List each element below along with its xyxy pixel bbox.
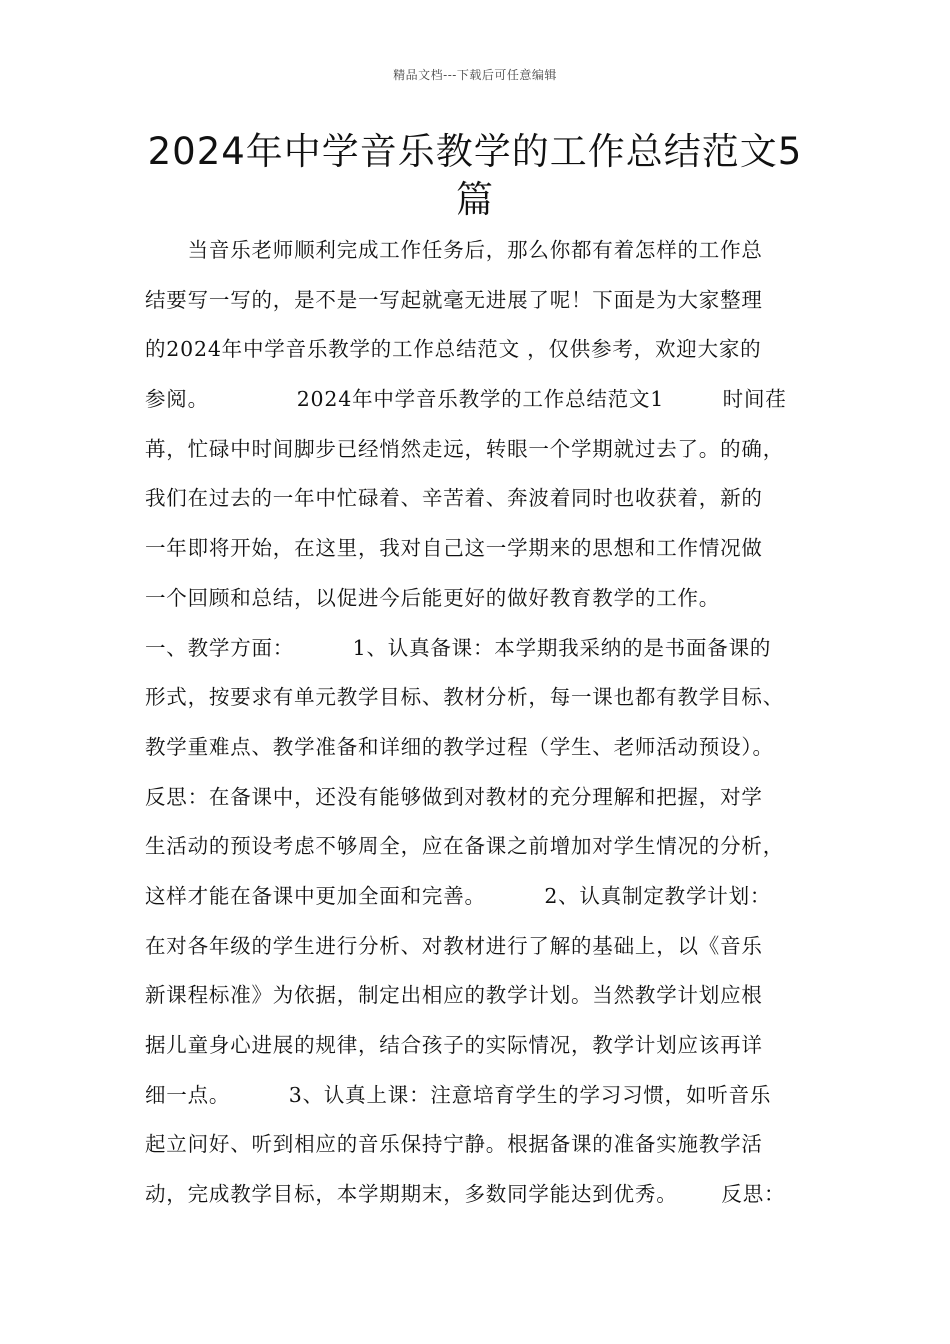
body-line: 苒，忙碌中时间脚步已经悄然走远，转眼一个学期就过去了。的确，: [145, 436, 784, 461]
body-line: 当音乐老师顺利完成工作任务后，那么你都有着怎样的工作总: [145, 238, 763, 262]
body-text: [145, 230, 825, 1224]
body-line: 新课程标准》为依据，制定出相应的教学计划。当然教学计划应根: [145, 983, 763, 1008]
body-line: 形式，按要求有单元教学目标、教材分析，每一课也都有教学目标、: [145, 685, 784, 710]
body-line: 的2024年中学音乐教学的工作总结范文 ，仅供参考，欢迎大家的: [145, 337, 762, 362]
body-line: 起立问好、听到相应的音乐保持宁静。根据备课的准备实施教学活: [145, 1132, 763, 1157]
body-line: 一、教学方面： 1、认真备课：本学期我采纳的是书面备课的: [145, 635, 772, 660]
body-line: 结要写一写的，是不是一写起就毫无进展了呢！下面是为大家整理: [145, 287, 763, 312]
body-line: 反思：在备课中，还没有能够做到对教材的充分理解和把握，对学: [145, 784, 763, 809]
body-line: 据儿童身心进展的规律，结合孩子的实际情况，教学计划应该再详: [145, 1033, 763, 1057]
body-line: 一个回顾和总结，以促进今后能更好的做好教育教学的工作。: [145, 585, 721, 610]
body-line: 一年即将开始，在这里，我对自己这一学期来的思想和工作情况做: [145, 536, 763, 561]
body-line: 生活动的预设考虑不够周全，应在备课之前增加对学生情况的分析，: [145, 834, 784, 859]
body-line: 我们在过去的一年中忙碌着、辛苦着、奔波着同时也收获着，新的: [145, 486, 763, 511]
header-note: 精品文档---下载后可任意编辑: [393, 68, 557, 82]
body-line: 细一点。 3、认真上课：注意培育学生的学习习惯，如听音乐: [145, 1082, 772, 1107]
body-line: 动，完成教学目标，本学期期末，多数同学能达到优秀。 反思：: [145, 1182, 786, 1207]
body-line: 教学重难点、教学准备和详细的教学过程（学生、老师活动预设）。: [145, 734, 774, 759]
body-line: 在对各年级的学生进行分析、对教材进行了解的基础上，以《音乐: [145, 933, 763, 958]
body-line: 参阅。 2024年中学音乐教学的工作总结范文1 时间荏: [145, 387, 787, 412]
document-title: 2024年中学音乐教学的工作总结范文5篇: [147, 130, 803, 221]
body-line: 这样才能在备课中更加全面和完善。 2、认真制定教学计划：: [145, 883, 772, 908]
